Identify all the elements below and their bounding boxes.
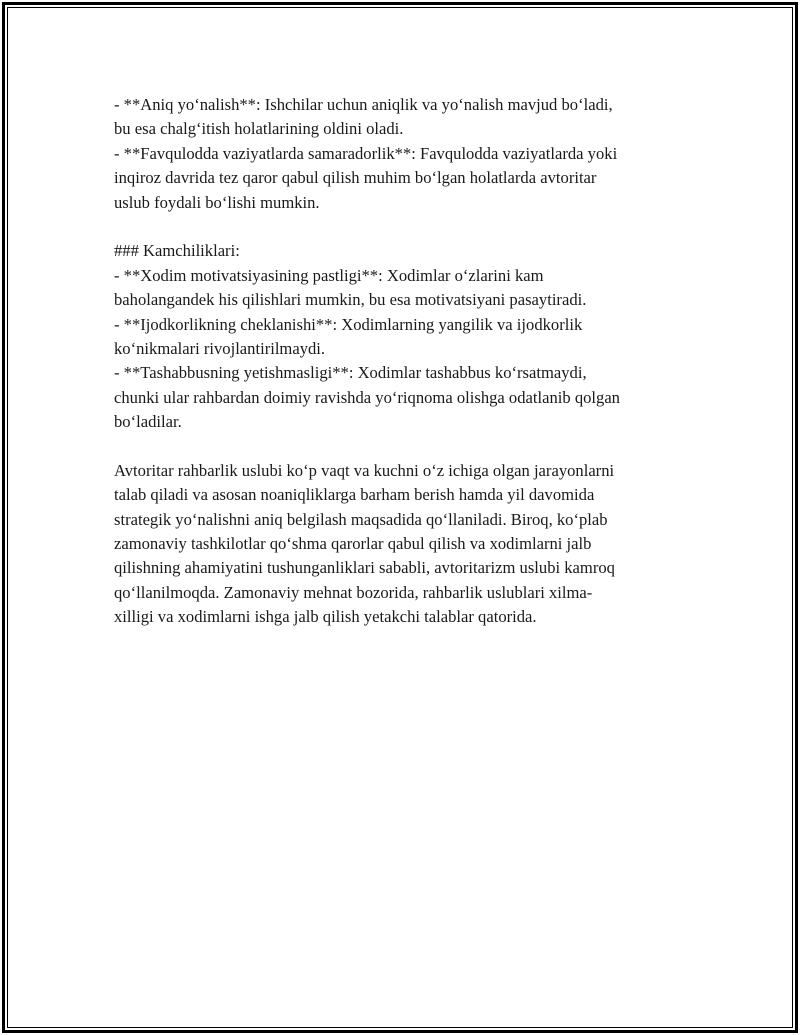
paragraph-disadvantages: [114, 239, 684, 434]
text-line: zamonaviy tashkilotlar qo‘shma qarorlar qabul qilish va xodimlarni jalb: [114, 534, 592, 554]
text-line: - **Tashabbusning yetishmasligi**: Xodimlar tashabbus ko‘rsatmaydi,: [114, 363, 587, 383]
paragraph-advantages: [114, 93, 684, 215]
text-line: bo‘ladilar.: [114, 412, 182, 432]
paragraph-spacer: [114, 434, 684, 458]
text-line: baholangandek his qilishlari mumkin, bu esa motivatsiyani pasaytiradi.: [114, 290, 587, 310]
text-line: - **Favqulodda vaziyatlarda samaradorlik**: Favqulodda vaziyatlarda yoki: [114, 143, 618, 163]
text-line: - **Xodim motivatsiyasining pastligi**: Xodimlar o‘zlarini kam: [114, 265, 544, 285]
section-heading: ### Kamchiliklari:: [114, 241, 240, 261]
paragraph-conclusion: [114, 459, 684, 630]
text-line: chunki ular rahbardan doimiy ravishda yo‘riqnoma olishga odatlanib qolgan: [114, 387, 620, 407]
text-line: qo‘llanilmoqda. Zamonaviy mehnat bozorida, rahbarlik uslublari xilma-: [114, 582, 593, 602]
paragraph-spacer: [114, 215, 684, 239]
text-line: qilishning ahamiyatini tushunganliklari sababli, avtoritarizm uslubi kamroq: [114, 558, 615, 578]
text-line: - **Aniq yo‘nalish**: Ishchilar uchun aniqlik va yo‘nalish mavjud bo‘ladi,: [114, 95, 613, 114]
text-line: - **Ijodkorlikning cheklanishi**: Xodimlarning yangilik va ijodkorlik: [114, 314, 583, 334]
document-body: [114, 93, 684, 630]
text-line: uslub foydali bo‘lishi mumkin.: [114, 192, 320, 212]
text-line: inqiroz davrida tez qaror qabul qilish muhim bo‘lgan holatlarda avtoritar: [114, 168, 597, 188]
text-line: ko‘nikmalari rivojlantirilmaydi.: [114, 338, 326, 358]
text-line: talab qiladi va asosan noaniqliklarga barham berish hamda yil davomida: [114, 485, 595, 505]
text-line: Avtoritar rahbarlik uslubi ko‘p vaqt va kuchni o‘z ichiga olgan jarayonlarni: [114, 460, 615, 480]
text-line: bu esa chalg‘itish holatlarining oldini oladi.: [114, 119, 404, 139]
text-line: xilligi va xodimlarni ishga jalb qilish yetakchi talablar qatorida.: [114, 607, 537, 627]
text-line: strategik yo‘nalishni aniq belgilash maqsadida qo‘llaniladi. Biroq, ko‘plab: [114, 509, 608, 529]
